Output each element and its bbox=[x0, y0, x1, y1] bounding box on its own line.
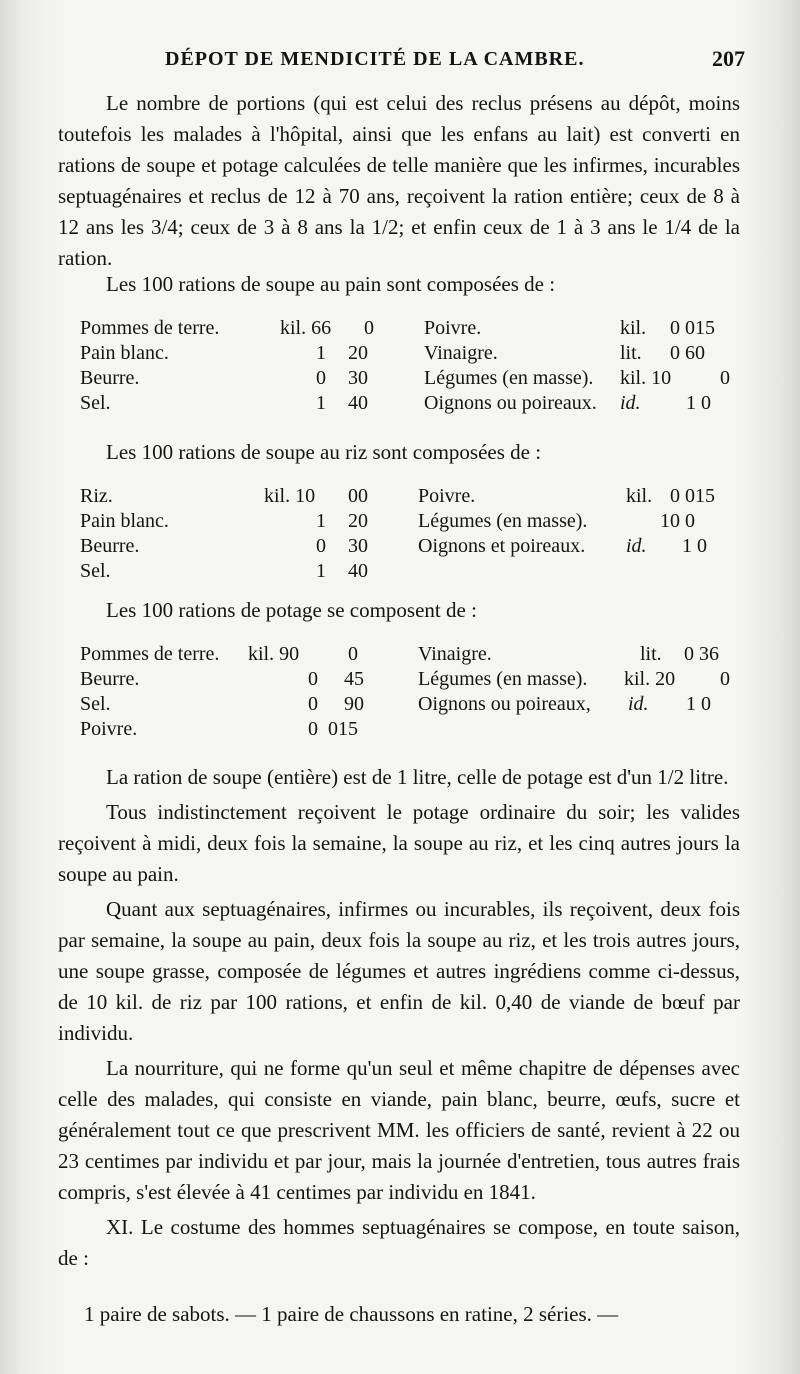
ingredient: Oignons ou poireaux. bbox=[424, 392, 597, 414]
quantity-fraction: 45 bbox=[344, 668, 364, 690]
quantity-value: 0 015 bbox=[670, 317, 715, 339]
body-text bbox=[58, 762, 740, 1274]
paragraph-nourriture: La nourriture, qui ne forme qu'un seul et même chapitre de dépenses avec celle des malades, qui consiste en viande, pain blanc, beurre, œufs, sucre et généralement tout ce que prescrivent MM. les officiers de santé, revient à 22 ou 23 centimes par individu et par jour, mais la journée d'entretien, tous autres frais compris, s'est élevée à 41 centimes par individu en 1841. bbox=[58, 1056, 740, 1204]
ingredient: Beurre. bbox=[80, 367, 140, 389]
quantity-unit: id. bbox=[620, 392, 641, 414]
quantity-unit: 0 bbox=[316, 367, 326, 389]
table-row bbox=[80, 484, 740, 509]
ingredient: Légumes (en masse). bbox=[418, 510, 588, 532]
paragraph-text: Le nombre de portions (qui est celui des reclus présens au dépôt, moins toutefois les malades à l'hôpital, ainsi que les enfans au lait) est converti en rations de soupe et potage calculées de telle manière que les infirmes, incurables septuagénaires et reclus de 12 à 70 ans, reçoivent la ration entière; ceux de 8 à 12 ans les 3/4; ceux de 3 à 8 ans la 1/2; et enfin ceux de 1 à 3 ans le 1/4 de la ration. bbox=[58, 91, 740, 270]
table-row bbox=[80, 341, 740, 366]
quantity-fraction: 0 bbox=[348, 643, 358, 665]
table-row bbox=[80, 316, 740, 341]
quantity-value: 1 0 bbox=[686, 392, 711, 414]
quantity-unit: 0 bbox=[308, 693, 318, 715]
ingredient: Poivre. bbox=[80, 718, 138, 740]
ingredient: Pommes de terre. bbox=[80, 317, 220, 339]
table-row bbox=[80, 717, 740, 742]
ingredient: Oignons et poireaux. bbox=[418, 535, 586, 557]
heading-soupe-pain: Les 100 rations de soupe au pain sont composées de : bbox=[106, 272, 556, 296]
quantity-unit: 0 bbox=[308, 718, 318, 740]
quantity-fraction: 30 bbox=[348, 367, 368, 389]
ingredient: Poivre. bbox=[418, 485, 476, 507]
heading-soupe-riz: Les 100 rations de soupe au riz sont composées de : bbox=[106, 440, 542, 464]
ingredient: Oignons ou poireaux, bbox=[418, 693, 591, 715]
ingredient: Vinaigre. bbox=[418, 643, 492, 665]
ingredient: Sel. bbox=[80, 693, 111, 715]
paragraph-ration: La ration de soupe (entière) est de 1 litre, celle de potage est d'un 1/2 litre. bbox=[106, 765, 729, 789]
table-row bbox=[80, 559, 740, 584]
quantity-unit: kil. bbox=[626, 485, 653, 507]
quantity-unit: 1 bbox=[316, 342, 326, 364]
quantity-unit: kil. 90 bbox=[248, 643, 300, 665]
quantity-fraction: 40 bbox=[348, 560, 368, 582]
quantity-unit: kil. 66 bbox=[280, 317, 332, 339]
paragraph-distribution: Tous indistinctement reçoivent le potage ordinaire du soir; les valides reçoivent à midi, deux fois la semaine, la soupe au riz, et les cinq autres jours la soupe au pain. bbox=[58, 800, 740, 886]
ingredient: Beurre. bbox=[80, 668, 140, 690]
quantity-value: 0 015 bbox=[670, 485, 715, 507]
quantity-unit: lit. bbox=[640, 643, 662, 665]
table-soupe-riz bbox=[80, 484, 740, 584]
table-soupe-pain bbox=[80, 316, 740, 416]
quantity-unit: id. bbox=[628, 693, 649, 715]
quantity-unit: 0 bbox=[316, 535, 326, 557]
quantity-unit: 1 bbox=[316, 392, 326, 414]
quantity-fraction: 30 bbox=[348, 535, 368, 557]
quantity-value: 0 36 bbox=[684, 643, 719, 665]
page-header bbox=[80, 44, 745, 78]
running-head: DÉPOT DE MENDICITÉ DE LA CAMBRE. bbox=[165, 48, 585, 70]
paragraph-portions bbox=[58, 88, 740, 274]
quantity-unit: id. bbox=[626, 535, 647, 557]
quantity-value: 10 0 bbox=[660, 510, 695, 532]
quantity-fraction: 015 bbox=[328, 718, 358, 740]
quantity-unit: 1 bbox=[316, 510, 326, 532]
ingredient: Légumes (en masse). bbox=[424, 367, 594, 389]
quantity-fraction: 0 bbox=[364, 317, 374, 339]
quantity-fraction: 00 bbox=[348, 485, 368, 507]
quantity-unit: kil. 20 bbox=[624, 668, 676, 690]
paragraph-septuagenaires: Quant aux septuagénaires, infirmes ou incurables, ils reçoivent, deux fois par semaine, la soupe au pain, deux fois la soupe au riz, et les trois autres jours, une soupe grasse, composée de légumes et autres ingrédiens comme ci-dessus, de 10 kil. de riz par 100 rations, et enfin de kil. 0,40 de viande de bœuf par individu. bbox=[58, 897, 740, 1045]
quantity-unit: kil. 10 bbox=[620, 367, 672, 389]
ingredient: Légumes (en masse). bbox=[418, 668, 588, 690]
table-potage bbox=[80, 642, 740, 742]
ingredient: Sel. bbox=[80, 392, 111, 414]
paragraph-sabots: 1 paire de sabots. — 1 paire de chaussons en ratine, 2 séries. — bbox=[84, 1302, 619, 1326]
quantity-unit: kil. 10 bbox=[264, 485, 316, 507]
table-row bbox=[80, 667, 740, 692]
ingredient: Pain blanc. bbox=[80, 510, 169, 532]
quantity-unit: lit. bbox=[620, 342, 642, 364]
quantity-value: 1 0 bbox=[682, 535, 707, 557]
quantity-fraction: 40 bbox=[348, 392, 368, 414]
quantity-value: 1 0 bbox=[686, 693, 711, 715]
quantity-unit: 1 bbox=[316, 560, 326, 582]
ingredient: Poivre. bbox=[424, 317, 482, 339]
quantity-fraction: 90 bbox=[344, 693, 364, 715]
table-row bbox=[80, 509, 740, 534]
table-row bbox=[80, 534, 740, 559]
ingredient: Sel. bbox=[80, 560, 111, 582]
quantity-value: 0 60 bbox=[670, 342, 705, 364]
heading-potage: Les 100 rations de potage se composent de : bbox=[106, 598, 477, 622]
quantity-unit: 0 bbox=[308, 668, 318, 690]
page-number: 207 bbox=[712, 46, 745, 71]
table-row bbox=[80, 642, 740, 667]
table-row bbox=[80, 366, 740, 391]
ingredient: Vinaigre. bbox=[424, 342, 498, 364]
quantity-fraction: 20 bbox=[348, 510, 368, 532]
quantity-fraction: 20 bbox=[348, 342, 368, 364]
quantity-value: 0 bbox=[720, 668, 730, 690]
table-row bbox=[80, 391, 740, 416]
quantity-value: 0 bbox=[720, 367, 730, 389]
ingredient: Riz. bbox=[80, 485, 113, 507]
paragraph-costume: XI. Le costume des hommes septuagénaires se compose, en toute saison, de : bbox=[58, 1215, 740, 1270]
ingredient: Pain blanc. bbox=[80, 342, 169, 364]
table-row bbox=[80, 692, 740, 717]
ingredient: Pommes de terre. bbox=[80, 643, 220, 665]
ingredient: Beurre. bbox=[80, 535, 140, 557]
quantity-unit: kil. bbox=[620, 317, 647, 339]
